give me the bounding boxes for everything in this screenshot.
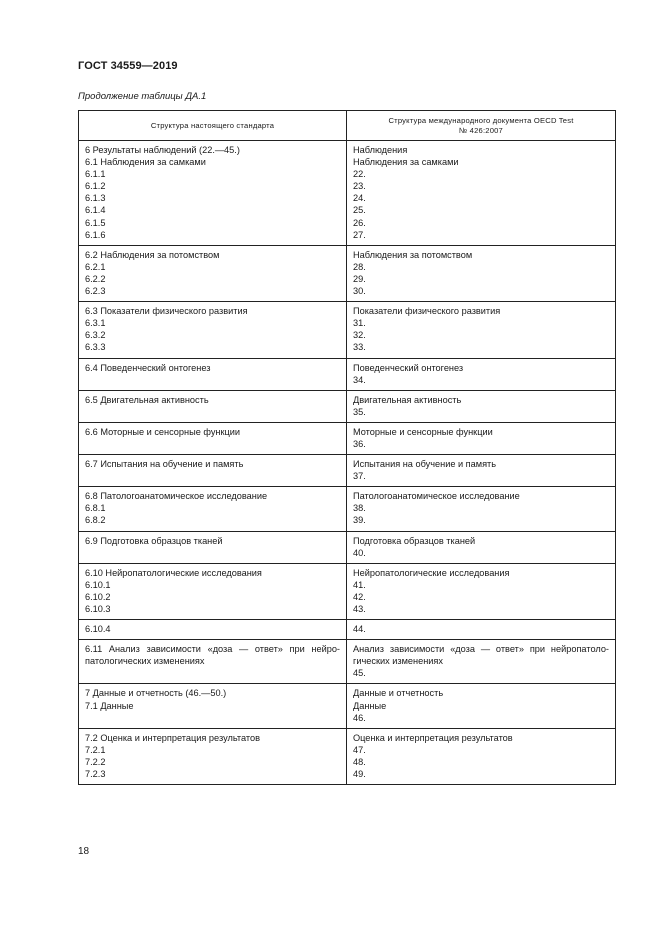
cell-line: 6.10.4 (85, 624, 111, 635)
oecd-structure-cell (347, 141, 616, 246)
cell-line: 6.4 Поведенческий онтогенез (85, 362, 211, 373)
cell-line: гических изменениях (353, 656, 443, 667)
cell-line: 38. (353, 503, 366, 514)
correspondence-table (78, 110, 616, 785)
cell-line: Наблюдения за потомством (353, 249, 473, 260)
cell-line: 40. (353, 547, 366, 558)
table-row (79, 531, 616, 563)
cell-line: 6.10.3 (85, 604, 111, 614)
cell-line: 6.3.3 (85, 342, 106, 353)
table-row (79, 358, 616, 390)
table-row (79, 563, 616, 619)
standard-structure-cell (79, 455, 347, 487)
cell-line: 46. (353, 712, 366, 723)
standard-structure-cell (79, 487, 347, 531)
cell-line: Нейропатологические исследования (353, 567, 510, 578)
table-caption: Продолжение таблицы ДА.1 (78, 91, 207, 102)
cell-line: 6.3 Показатели физического развития (85, 306, 248, 317)
cell-line: 6.3.1 (85, 318, 106, 329)
cell-line: 22. (353, 169, 366, 180)
cell-line: 42. (353, 591, 366, 602)
cell-line: 49. (353, 769, 366, 780)
cell-line: 7 Данные и отчетность (46.—50.) (85, 688, 227, 699)
cell-line: 36. (353, 438, 366, 449)
cell-line: 34. (353, 374, 366, 385)
table-row (79, 728, 616, 784)
oecd-structure-cell (347, 487, 616, 531)
cell-line: 6.9 Подготовка образцов тканей (85, 535, 223, 546)
table-row (79, 422, 616, 454)
cell-line: 7.2 Оценка и интерпретация результатов (85, 732, 260, 743)
cell-line: 6.1.2 (85, 181, 106, 192)
standard-structure-cell (79, 358, 347, 390)
column-header-oecd (347, 111, 616, 141)
cell-line: Двигательная активность (353, 394, 462, 405)
cell-line: 6.8 Патологоанатомическое исследование (85, 491, 268, 502)
page-number: 18 (78, 846, 90, 857)
standard-structure-cell (79, 390, 347, 422)
cell-line: 6.1.6 (85, 229, 106, 240)
table-row (79, 141, 616, 246)
cell-line: 30. (353, 286, 366, 297)
cell-line: Показатели физического развития (353, 306, 501, 317)
table-row (79, 684, 616, 728)
cell-line: 6.2.1 (85, 261, 106, 272)
cell-line: патологических изменениях (85, 656, 205, 667)
cell-line: 39. (353, 515, 366, 526)
cell-line: Подготовка образцов тканей (353, 535, 476, 546)
cell-line: Данные и отчетность (353, 688, 444, 699)
oecd-structure-cell (347, 684, 616, 728)
cell-line: Моторные и сенсорные функции (353, 426, 493, 437)
cell-line: 6.1 Наблюдения за самками (85, 157, 206, 168)
column-header-oecd-line2: № 426:2007 (459, 125, 503, 135)
standard-structure-cell (79, 302, 347, 358)
cell-line: 35. (353, 406, 366, 417)
column-header-oecd-line1: Структура международного документа OECD Test (388, 115, 574, 125)
oecd-structure-cell (347, 728, 616, 784)
standard-structure-cell (79, 245, 347, 301)
cell-line: Патологоанатомическое исследование (353, 491, 520, 502)
oecd-structure-cell (347, 245, 616, 301)
oecd-structure-cell (347, 531, 616, 563)
cell-line: 41. (353, 579, 366, 590)
cell-line: 6.1.4 (85, 205, 106, 216)
cell-line: 32. (353, 330, 366, 341)
cell-line: Испытания на обучение и память (353, 459, 497, 470)
cell-line: 47. (353, 744, 366, 755)
cell-line: 6.11 Анализ зависимости «доза — ответ» при нейро- (85, 644, 340, 655)
cell-line: 25. (353, 205, 366, 216)
oecd-structure-cell (347, 422, 616, 454)
standard-structure-cell (79, 640, 347, 684)
cell-line: 6.5 Двигательная активность (85, 394, 209, 405)
table-row (79, 640, 616, 684)
oecd-structure-cell (347, 455, 616, 487)
cell-line: 6.10.2 (85, 591, 111, 602)
cell-line: 6 Результаты наблюдений (22.—45.) (85, 145, 240, 155)
cell-line: 43. (353, 604, 366, 614)
oecd-structure-cell (347, 620, 616, 640)
cell-line: 6.3.2 (85, 330, 106, 341)
cell-line: 6.8.1 (85, 503, 106, 514)
cell-line: 6.6 Моторные и сенсорные функции (85, 426, 241, 437)
cell-line: Наблюдения (353, 145, 408, 155)
cell-line: Наблюдения за самками (353, 157, 459, 168)
standard-structure-cell (79, 141, 347, 246)
table-row (79, 245, 616, 301)
cell-line: 48. (353, 756, 366, 767)
cell-line: 7.2.2 (85, 756, 106, 767)
standard-structure-cell (79, 563, 347, 619)
cell-line: 37. (353, 471, 366, 482)
cell-line: 45. (353, 668, 366, 679)
table-body (79, 141, 616, 785)
cell-line: 24. (353, 193, 366, 204)
table-row (79, 487, 616, 531)
table-header-row (79, 111, 616, 141)
cell-line: 6.8.2 (85, 515, 106, 526)
standard-structure-cell (79, 684, 347, 728)
cell-line: 6.2 Наблюдения за потомством (85, 249, 220, 260)
cell-line: 6.7 Испытания на обучение и память (85, 459, 244, 470)
cell-line: Поведенческий онтогенез (353, 362, 464, 373)
cell-line: Анализ зависимости «доза — ответ» при нейропатоло- (353, 644, 609, 655)
cell-line: 28. (353, 261, 366, 272)
oecd-structure-cell (347, 302, 616, 358)
cell-line: 6.1.3 (85, 193, 106, 204)
table-row (79, 620, 616, 640)
cell-line: 7.1 Данные (85, 700, 134, 711)
cell-line: 44. (353, 624, 366, 635)
cell-line: Оценка и интерпретация результатов (353, 732, 513, 743)
cell-line: 6.10.1 (85, 579, 111, 590)
cell-line: 6.1.1 (85, 169, 106, 180)
cell-line: 7.2.1 (85, 744, 106, 755)
table-row (79, 302, 616, 358)
cell-line: 31. (353, 318, 366, 329)
standard-structure-cell (79, 620, 347, 640)
table-row (79, 390, 616, 422)
standard-structure-cell (79, 422, 347, 454)
cell-line: 27. (353, 229, 366, 240)
cell-line: 6.2.2 (85, 273, 106, 284)
cell-line: Данные (353, 700, 387, 711)
table-row (79, 455, 616, 487)
cell-line: 7.2.3 (85, 769, 106, 780)
oecd-structure-cell (347, 640, 616, 684)
standard-structure-cell (79, 531, 347, 563)
document-title: ГОСТ 34559—2019 (78, 60, 178, 72)
oecd-structure-cell (347, 563, 616, 619)
oecd-structure-cell (347, 390, 616, 422)
cell-line: 23. (353, 181, 366, 192)
oecd-structure-cell (347, 358, 616, 390)
cell-line: 6.1.5 (85, 217, 106, 228)
column-header-standard: Структура настоящего стандарта (79, 111, 347, 141)
cell-line: 33. (353, 342, 366, 353)
cell-line: 6.10 Нейропатологические исследования (85, 567, 262, 578)
cell-line: 6.2.3 (85, 286, 106, 297)
cell-line: 26. (353, 217, 366, 228)
cell-line: 29. (353, 273, 366, 284)
standard-structure-cell (79, 728, 347, 784)
